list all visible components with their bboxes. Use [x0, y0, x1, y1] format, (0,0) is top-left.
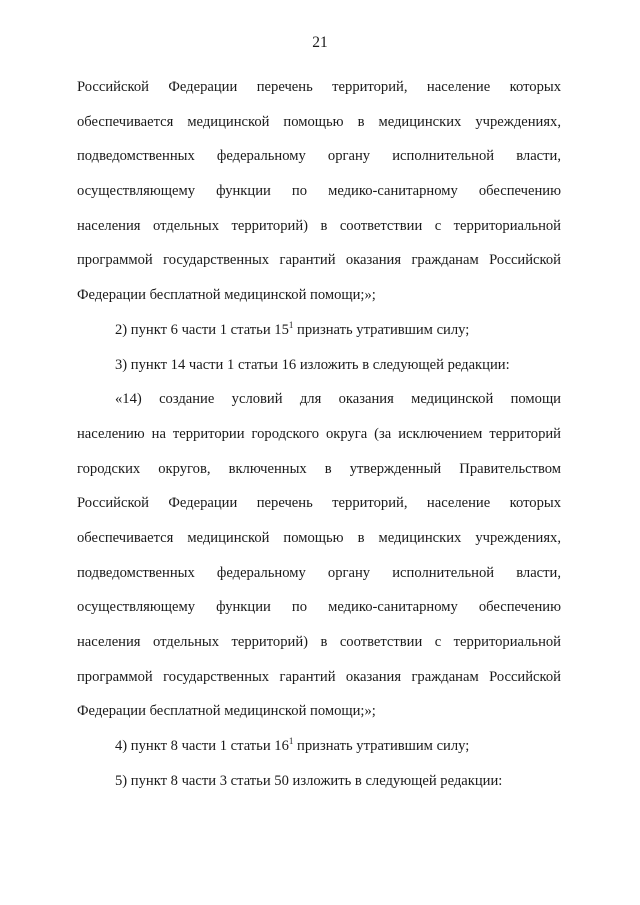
- item-5: 5) пункт 8 части 3 статьи 50 изложить в следующей редакции:: [115, 772, 503, 789]
- item-2-superscript: 1: [288, 319, 294, 330]
- quote-line-4: Российской Федерации перечень территорий, население которых: [77, 495, 561, 512]
- body-line-2: обеспечивается медицинской помощью в медицинских учреждениях,: [77, 113, 561, 130]
- quote-line-6: подведомственных федеральному органу исполнительной власти,: [77, 564, 561, 581]
- quote-line-7: осуществляющему функции по медико-санитарному обеспечению: [77, 599, 561, 616]
- quote-line-3: городских округов, включенных в утвержденный Правительством: [77, 460, 561, 477]
- document-body: [77, 70, 561, 798]
- quote-line-10: Федерации бесплатной медицинской помощи;»;: [77, 703, 376, 720]
- quote-line-9: программой государственных гарантий оказания гражданам Российской: [77, 668, 561, 685]
- quote-line-2: населению на территории городского округа (за исключением территорий: [77, 425, 561, 442]
- item-4: [77, 729, 561, 764]
- body-line-1: Российской Федерации перечень территорий, население которых: [77, 79, 561, 95]
- quote-line-5: обеспечивается медицинской помощью в медицинских учреждениях,: [77, 529, 561, 546]
- item-2-text-end: признать утратившим силу;: [293, 321, 470, 338]
- item-4-text: 4) пункт 8 части 1 статьи 16: [115, 738, 289, 755]
- body-line-7: Федерации бесплатной медицинской помощи;»;: [77, 287, 376, 304]
- body-line-6: программой государственных гарантий оказания гражданам Российской: [77, 252, 561, 269]
- body-line-3: подведомственных федеральному органу исполнительной власти,: [77, 148, 561, 165]
- item-2: [77, 313, 561, 348]
- item-4-text-end: признать утратившим силу;: [293, 738, 470, 755]
- item-2-text: 2) пункт 6 части 1 статьи 15: [115, 321, 289, 338]
- body-line-4: осуществляющему функции по медико-санитарному обеспечению: [77, 183, 561, 200]
- item-3: 3) пункт 14 части 1 статьи 16 изложить в следующей редакции:: [115, 356, 510, 373]
- page-number: 21: [312, 34, 328, 51]
- item-4-superscript: 1: [288, 736, 294, 747]
- quote-line-8: населения отдельных территорий) в соответствии с территориальной: [77, 634, 561, 650]
- body-line-5: населения отдельных территорий) в соответствии с территориальной: [77, 217, 561, 234]
- quote-line-1: «14) создание условий для оказания медицинской помощи: [115, 391, 561, 408]
